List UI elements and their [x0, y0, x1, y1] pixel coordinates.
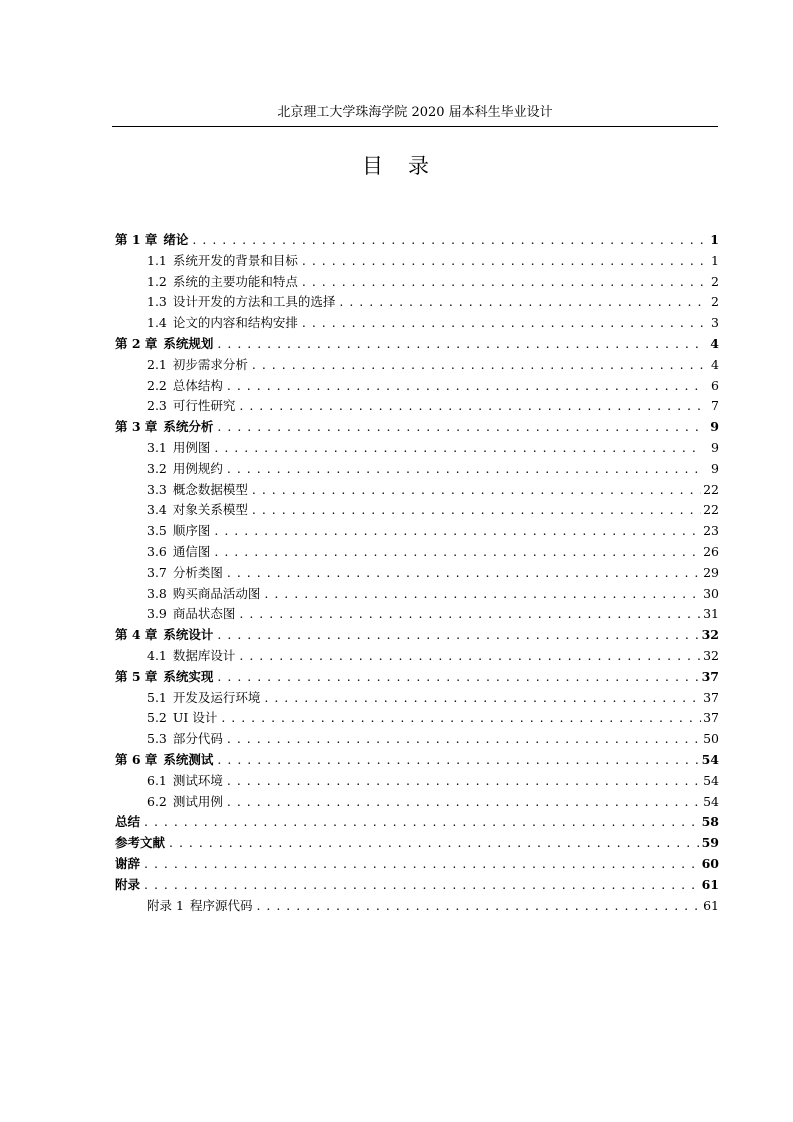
- toc-entry[interactable]: [115, 896, 719, 917]
- toc-entry-number: 第 6 章: [115, 751, 158, 767]
- toc-entry-number: 2.3: [147, 398, 167, 414]
- toc-entry-label: 购买商品活动图: [172, 585, 261, 601]
- toc-entry-page-number: 9: [711, 439, 719, 455]
- toc-entry-number: 1.2: [147, 273, 167, 289]
- toc-entry-title: [115, 417, 213, 438]
- toc-entry[interactable]: [115, 438, 719, 459]
- toc-entry-title: [147, 480, 248, 501]
- toc-entry-page-number: 9: [710, 419, 719, 435]
- toc-entry-number: 3.8: [147, 585, 167, 601]
- toc-entry-number: 1.1: [147, 252, 167, 268]
- toc-entry-number: 3.2: [147, 460, 167, 476]
- toc-entry-title: [147, 584, 260, 605]
- dot-leader: [302, 272, 703, 293]
- toc-entry-title: [115, 854, 140, 875]
- dot-leader: [227, 376, 703, 397]
- toc-entry-label: 参考文献: [115, 835, 166, 851]
- toc-entry[interactable]: [115, 750, 719, 771]
- toc-entry-page-number: 54: [703, 793, 719, 809]
- toc-entry-page-number: 31: [703, 606, 719, 622]
- toc-entry-label: 谢辞: [115, 855, 141, 871]
- dot-leader: [339, 292, 703, 313]
- toc-entry[interactable]: [115, 459, 719, 480]
- page-title: 目 录: [362, 154, 431, 178]
- toc-entry-page-number: 9: [711, 460, 719, 476]
- toc-entry-title: [147, 376, 223, 397]
- toc-entry[interactable]: [115, 542, 719, 563]
- toc-entry-page-number: 37: [701, 668, 719, 684]
- toc-entry[interactable]: [115, 396, 719, 417]
- toc-entry-number: 附录 1: [147, 897, 184, 913]
- toc-entry-title: [115, 875, 140, 896]
- toc-entry[interactable]: [115, 521, 719, 542]
- dot-leader: [214, 438, 703, 459]
- dot-leader: [239, 646, 701, 667]
- toc-entry-number: 第 3 章: [115, 419, 158, 435]
- toc-entry-title: [147, 459, 223, 480]
- toc-entry-title: [115, 625, 213, 646]
- dot-leader: [217, 750, 699, 771]
- toc-entry-label: 总结: [115, 814, 141, 830]
- toc-entry-number: 2.2: [147, 377, 167, 393]
- toc-entry-page-number: 54: [701, 751, 719, 767]
- toc-entry[interactable]: [115, 812, 719, 833]
- toc-entry-label: 初步需求分析: [172, 356, 248, 372]
- toc-entry[interactable]: [115, 854, 719, 875]
- dot-leader: [227, 792, 701, 813]
- toc-entry-page-number: 22: [703, 481, 719, 497]
- toc-entry[interactable]: [115, 563, 719, 584]
- toc-entry-label: 开发及运行环境: [172, 689, 261, 705]
- toc-entry-number: 1.3: [147, 294, 167, 310]
- toc-entry-label: 系统的主要功能和特点: [172, 273, 298, 289]
- dot-leader: [217, 334, 703, 355]
- toc-entry-page-number: 37: [703, 689, 719, 705]
- toc-entry-number: 3.9: [147, 606, 167, 622]
- dot-leader: [252, 500, 701, 521]
- toc-entry-title: [147, 313, 298, 334]
- toc-entry-page-number: 23: [703, 523, 719, 539]
- toc-entry[interactable]: [115, 480, 719, 501]
- dot-leader: [227, 563, 701, 584]
- toc-entry-title: [147, 896, 252, 917]
- toc-entry-page-number: 60: [701, 855, 719, 871]
- toc-entry-title: [147, 500, 248, 521]
- toc-entry[interactable]: [115, 500, 719, 521]
- dot-leader: [217, 625, 699, 646]
- running-header: 北京理工大学珠海学院 2020 届本科生毕业设计: [277, 105, 553, 120]
- toc-entry[interactable]: [115, 313, 719, 334]
- toc-entry-number: 4.1: [147, 647, 167, 663]
- toc-entry-title: [147, 272, 298, 293]
- toc-entry-page-number: 32: [701, 627, 719, 643]
- toc-entry-label: 顺序图: [172, 523, 211, 539]
- toc-entry[interactable]: [115, 604, 719, 625]
- toc-entry[interactable]: [115, 792, 719, 813]
- toc-entry-page-number: 58: [701, 814, 719, 830]
- toc-entry[interactable]: [115, 833, 719, 854]
- toc-entry-label: 商品状态图: [172, 606, 236, 622]
- toc-entry-title: [147, 251, 298, 272]
- toc-entry-page-number: 59: [701, 835, 719, 851]
- toc-entry-title: [115, 230, 188, 251]
- toc-entry-number: 1.4: [147, 315, 167, 331]
- toc-entry-label: 概念数据模型: [172, 481, 248, 497]
- toc-entry-label: 系统分析: [163, 419, 214, 435]
- toc-entry-page-number: 2: [711, 273, 719, 289]
- toc-entry-label: 数据库设计: [172, 647, 236, 663]
- toc-entry[interactable]: [115, 646, 719, 667]
- toc-entry-page-number: 1: [711, 252, 719, 268]
- toc-entry-label: 部分代码: [172, 731, 223, 747]
- toc-entry-page-number: 3: [711, 315, 719, 331]
- toc-entry-page-number: 32: [703, 647, 719, 663]
- toc-entry-title: [115, 750, 213, 771]
- toc-entry-page-number: 29: [703, 564, 719, 580]
- toc-entry[interactable]: [115, 272, 719, 293]
- toc-entry[interactable]: [115, 584, 719, 605]
- dot-leader: [144, 854, 700, 875]
- toc-entry[interactable]: [115, 292, 719, 313]
- toc-entry-title: [147, 688, 260, 709]
- toc-entry-page-number: 30: [703, 585, 719, 601]
- toc-entry-number: 3.4: [147, 502, 167, 518]
- toc-entry-title: [115, 812, 140, 833]
- toc-entry-page-number: 2: [711, 294, 719, 310]
- toc-entry[interactable]: [115, 688, 719, 709]
- dot-leader: [144, 875, 700, 896]
- toc-entry-label: 系统规划: [163, 335, 214, 351]
- toc-entry-page-number: 4: [710, 335, 719, 351]
- dot-leader: [256, 896, 701, 917]
- toc-entry-page-number: 6: [711, 377, 719, 393]
- toc-entry-number: 第 4 章: [115, 627, 158, 643]
- dot-leader: [227, 771, 701, 792]
- toc-entry-title: [115, 334, 213, 355]
- toc-entry[interactable]: [115, 230, 719, 251]
- dot-leader: [302, 313, 703, 334]
- dot-leader: [144, 812, 700, 833]
- toc-entry-label: UI 设计: [172, 710, 218, 726]
- toc-entry[interactable]: [115, 251, 719, 272]
- toc-entry-label: 论文的内容和结构安排: [172, 315, 298, 331]
- toc-entry-number: 5.3: [147, 731, 167, 747]
- toc-entry-label: 系统设计: [163, 627, 214, 643]
- toc-entry-label: 系统开发的背景和目标: [172, 252, 298, 268]
- dot-leader: [239, 396, 703, 417]
- dot-leader: [264, 688, 701, 709]
- toc-entry-page-number: 7: [711, 398, 719, 414]
- toc-entry[interactable]: [115, 771, 719, 792]
- dot-leader: [214, 542, 701, 563]
- toc-entry-page-number: 61: [703, 897, 719, 913]
- toc-entry-page-number: 61: [701, 876, 719, 892]
- toc-entry-page-number: 26: [703, 543, 719, 559]
- dot-leader: [192, 230, 703, 251]
- toc-entry[interactable]: [115, 355, 719, 376]
- dot-leader: [214, 521, 701, 542]
- toc-entry-title: [147, 396, 235, 417]
- dot-leader: [227, 459, 703, 480]
- toc-entry-label: 附录: [115, 876, 141, 892]
- toc-entry-label: 测试用例: [172, 793, 223, 809]
- toc-entry[interactable]: [115, 334, 719, 355]
- dot-leader: [169, 833, 700, 854]
- toc-entry-title: [147, 563, 223, 584]
- dot-leader: [217, 667, 699, 688]
- toc-entry-title: [147, 646, 235, 667]
- toc-entry-number: 3.6: [147, 543, 167, 559]
- dot-leader: [302, 251, 703, 272]
- toc-entry-title: [147, 292, 335, 313]
- toc-entry-label: 可行性研究: [172, 398, 236, 414]
- toc-entry-label: 程序源代码: [189, 897, 253, 913]
- toc-entry-title: [115, 833, 165, 854]
- toc-entry-title: [147, 542, 210, 563]
- toc-entry-label: 用例图: [172, 439, 211, 455]
- toc-entry-number: 2.1: [147, 356, 167, 372]
- toc-entry-number: 6.1: [147, 772, 167, 788]
- toc-entry[interactable]: [115, 708, 719, 729]
- toc-entry-label: 分析类图: [172, 564, 223, 580]
- toc-entry-label: 系统测试: [163, 751, 214, 767]
- toc-entry-number: 5.2: [147, 710, 167, 726]
- toc-entry[interactable]: [115, 667, 719, 688]
- toc-entry[interactable]: [115, 875, 719, 896]
- toc-entry-label: 用例规约: [172, 460, 223, 476]
- dot-leader: [217, 417, 703, 438]
- dot-leader: [264, 584, 701, 605]
- header-rule: [112, 126, 718, 127]
- toc-entry-page-number: 37: [703, 710, 719, 726]
- toc-entry-page-number: 4: [711, 356, 719, 372]
- toc-entry-number: 第 5 章: [115, 668, 158, 684]
- toc-entry-label: 系统实现: [163, 668, 214, 684]
- dot-leader: [252, 355, 703, 376]
- dot-leader: [227, 729, 701, 750]
- toc-entry-title: [147, 604, 235, 625]
- toc-entry-label: 总体结构: [172, 377, 223, 393]
- toc-entry-title: [147, 771, 223, 792]
- toc-entry-title: [115, 667, 213, 688]
- toc-entry-page-number: 1: [710, 232, 719, 247]
- toc-entry-title: [147, 438, 210, 459]
- toc-entry-label: 绪论: [163, 232, 189, 247]
- toc-entry-label: 设计开发的方法和工具的选择: [172, 294, 336, 310]
- toc-entry-number: 3.5: [147, 523, 167, 539]
- toc-entry-number: 3.7: [147, 564, 167, 580]
- toc-entry-title: [147, 729, 223, 750]
- toc-entry-number: 3.1: [147, 439, 167, 455]
- table-of-contents: [115, 230, 719, 916]
- toc-entry[interactable]: [115, 376, 719, 397]
- toc-entry[interactable]: [115, 729, 719, 750]
- toc-entry-number: 3.3: [147, 481, 167, 497]
- toc-entry-number: 第 2 章: [115, 335, 158, 351]
- toc-entry[interactable]: [115, 625, 719, 646]
- toc-entry-number: 6.2: [147, 793, 167, 809]
- toc-entry-label: 对象关系模型: [172, 502, 248, 518]
- toc-entry-title: [147, 355, 248, 376]
- toc-entry-page-number: 54: [703, 772, 719, 788]
- toc-entry-page-number: 50: [703, 731, 719, 747]
- toc-entry-page-number: 22: [703, 502, 719, 518]
- toc-entry-title: [147, 792, 223, 813]
- toc-entry-title: [147, 708, 217, 729]
- toc-entry-label: 测试环境: [172, 772, 223, 788]
- toc-entry-title: [147, 521, 210, 542]
- dot-leader: [239, 604, 701, 625]
- toc-entry-number: 第 1 章: [115, 232, 158, 247]
- toc-entry-label: 通信图: [172, 543, 211, 559]
- dot-leader: [221, 708, 701, 729]
- dot-leader: [252, 480, 701, 501]
- toc-entry-number: 5.1: [147, 689, 167, 705]
- toc-entry[interactable]: [115, 417, 719, 438]
